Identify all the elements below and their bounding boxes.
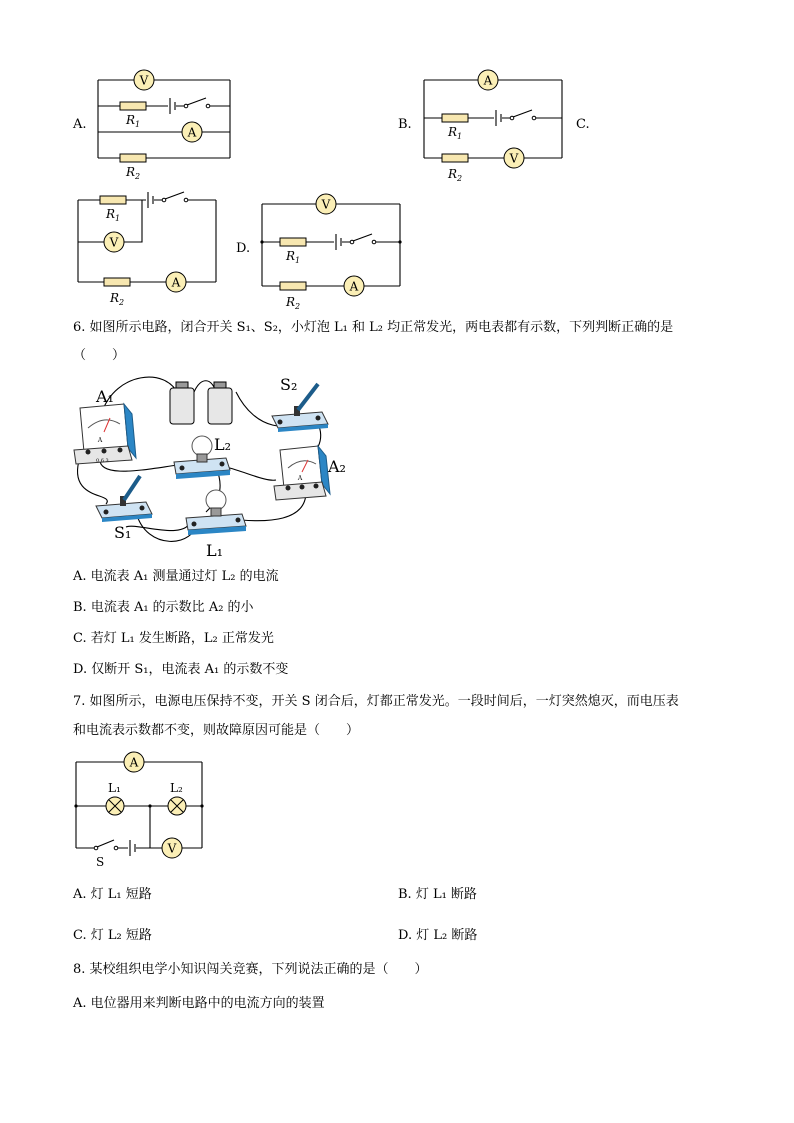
lamp-l1-icon — [106, 797, 124, 815]
q6-answer-paren: （ ） — [73, 348, 126, 363]
circuit-diagram-c — [70, 186, 222, 306]
label-s: S — [96, 855, 105, 869]
resistor-r1-icon — [100, 196, 126, 204]
q6-option-c: C. 若灯 L₁ 发生断路，L₂ 正常发光 — [73, 631, 274, 646]
q6-stem: 6. 如图所示电路，闭合开关 S₁、S₂，小灯泡 L₁ 和 L₂ 均正常发光，两电表都有示数，下列判断正确的是 — [73, 320, 674, 335]
resistor-r1-icon — [120, 102, 146, 110]
lamp-l2-icon — [168, 797, 186, 815]
r2-label: $R_2$ — [286, 295, 301, 311]
switch-s1-icon — [96, 476, 152, 522]
label-s2: S₂ — [280, 375, 298, 394]
label-l1: L₁ — [108, 781, 121, 795]
r2-label: $R_2$ — [110, 291, 125, 307]
r1-label: $R_1$ — [286, 249, 301, 265]
voltmeter-letter: V — [167, 841, 177, 856]
battery-icon — [170, 382, 232, 424]
q8-stem: 8. 某校组织电学小知识闯关竞赛，下列说法正确的是（ ） — [73, 962, 428, 977]
option-d-label: D. — [236, 241, 251, 256]
label-l1: L₁ — [206, 541, 224, 560]
option-c-label: C. — [576, 117, 590, 132]
label-l2: L₂ — [214, 435, 232, 454]
q7-option-a: A. 灯 L₁ 短路 — [73, 887, 152, 902]
r1-label: $R_1$ — [448, 125, 463, 141]
q7-stem-line2: 和电流表示数都不变，则故障原因可能是（ ） — [73, 723, 360, 738]
ammeter-a1-icon — [74, 404, 136, 464]
q6-option-b: B. 电流表 A₁ 的示数比 A₂ 的小 — [73, 600, 254, 615]
q7-stem-line1: 7. 如图所示，电源电压保持不变，开关 S 闭合后，灯都正常发光。一段时间后，一灯突然熄灭，而电压表 — [73, 694, 679, 709]
q7-option-c: C. 灯 L₂ 短路 — [73, 928, 152, 943]
label-a2: A₂ — [328, 457, 346, 476]
svg-text:A: A — [297, 475, 303, 482]
q7-option-d: D. 灯 L₂ 断路 — [398, 928, 478, 943]
label-a1: A₁ — [96, 387, 114, 406]
option-a-label: A. — [73, 117, 87, 132]
circuit-diagram-b — [416, 66, 566, 184]
r2-label: $R_2$ — [126, 165, 141, 181]
q7-circuit-diagram — [70, 748, 210, 870]
ammeter-letter: A — [171, 275, 181, 290]
resistor-r2-icon — [280, 282, 306, 290]
resistor-r1-icon — [442, 114, 468, 122]
r1-label: $R_1$ — [126, 113, 141, 129]
q8-option-a: A. 电位器用来判断电路中的电流方向的装置 — [73, 996, 325, 1011]
resistor-r2-icon — [442, 154, 468, 162]
svg-text:0.6 3: 0.6 3 — [96, 458, 109, 464]
ammeter-letter: A — [129, 755, 139, 770]
voltmeter-letter: V — [321, 197, 331, 212]
ammeter-letter: A — [187, 125, 197, 140]
ammeter-letter: A — [349, 279, 359, 294]
label-s1: S₁ — [114, 523, 132, 542]
r2-label: $R_2$ — [448, 167, 463, 183]
circuit-diagram-d — [254, 188, 406, 310]
resistor-r1-icon — [280, 238, 306, 246]
ammeter-letter: A — [483, 73, 493, 88]
lamp-l1-icon — [186, 490, 246, 535]
option-b-label: B. — [398, 117, 412, 132]
svg-text:A: A — [97, 437, 103, 444]
circuit-diagram-a — [90, 62, 240, 180]
resistor-r2-icon — [120, 154, 146, 162]
voltmeter-letter: V — [139, 73, 149, 88]
voltmeter-letter: V — [109, 235, 119, 250]
ammeter-a2-icon — [274, 446, 330, 500]
label-l2: L₂ — [170, 781, 183, 795]
voltmeter-letter: V — [509, 151, 519, 166]
r1-label: $R_1$ — [106, 207, 121, 223]
q7-option-b: B. 灯 L₁ 断路 — [398, 887, 477, 902]
resistor-r2-icon — [104, 278, 130, 286]
q6-option-d: D. 仅断开 S₁，电流表 A₁ 的示数不变 — [73, 662, 289, 677]
q6-option-a: A. 电流表 A₁ 测量通过灯 L₂ 的电流 — [73, 569, 279, 584]
q6-physical-circuit-picture — [66, 372, 356, 568]
